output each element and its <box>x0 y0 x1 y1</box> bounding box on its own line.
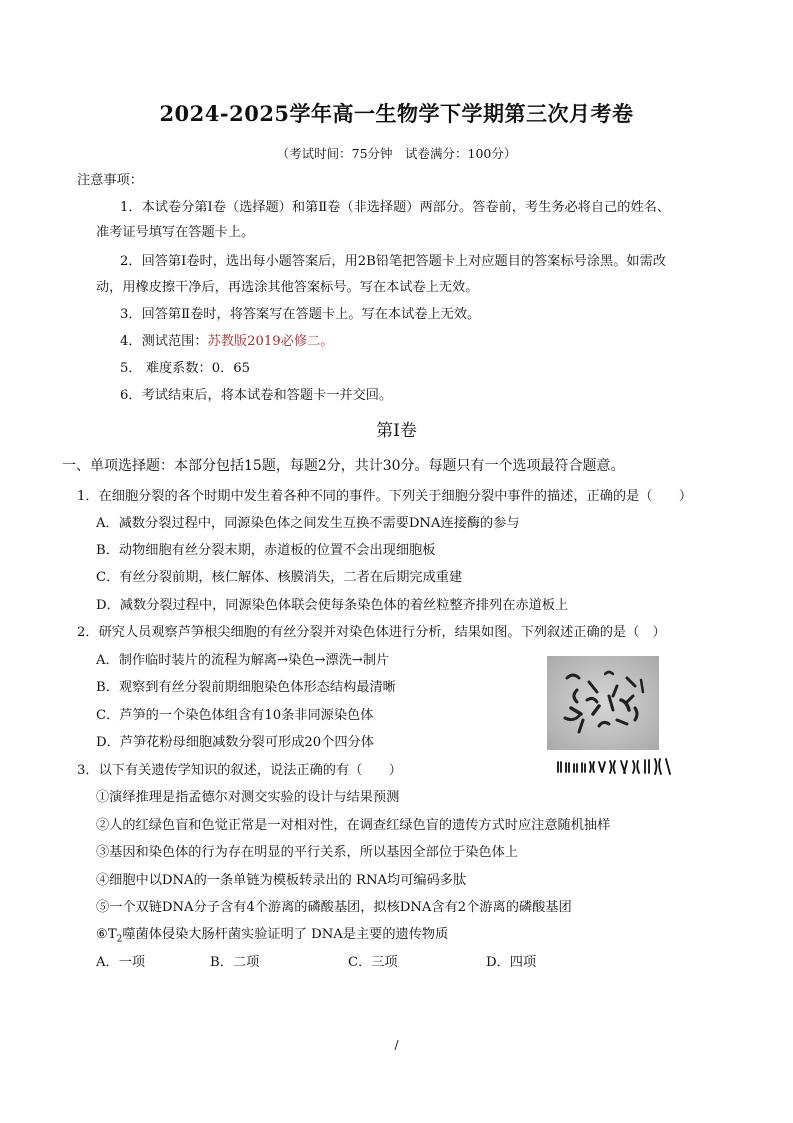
question-1-option-a: A．减数分裂过程中，同源染色体之间发生互换不需要DNA连接酶的参与 <box>96 516 520 531</box>
question-2-option-c: C．芦笋的一个染色体组含有10条非同源染色体 <box>96 708 374 723</box>
notice-heading: 注意事项： <box>77 173 143 188</box>
karyotype-strip <box>555 756 675 778</box>
question-2-stem: 2．研究人员观察芦笋根尖细胞的有丝分裂并对染色体进行分析，结果如图。下列叙述正确的是（ ） <box>77 625 666 640</box>
question-3-option-a: A．一项 <box>96 955 146 970</box>
question-3-option-d: D．四项 <box>486 955 537 970</box>
question-3-statement-5: ⑤一个双链DNA分子含有4个游离的磷酸基团，拟核DNA含有2个游离的磷酸基团 <box>96 900 572 915</box>
question-3-option-c: C．三项 <box>348 955 398 970</box>
page-title: 2024-2025学年高一生物学下学期第三次月考卷 <box>159 101 634 126</box>
chromosome-micrograph <box>547 656 659 750</box>
test-scope: 苏教版2019必修二。 <box>207 334 334 349</box>
statement-6-prefix: ⑥T <box>96 927 117 942</box>
question-2-option-b: B．观察到有丝分裂前期细胞染色体形态结构最清晰 <box>96 680 396 695</box>
section-heading: 一、单项选择题：本部分包括15题，每题2分，共计30分。每题只有一个选项最符合题意。 <box>62 458 625 474</box>
question-1-option-b: B．动物细胞有丝分裂末期，赤道板的位置不会出现细胞板 <box>96 543 436 558</box>
question-1-option-d: D．减数分裂过程中，同源染色体联会使每条染色体的着丝粒整齐排列在赤道板上 <box>96 598 569 613</box>
notice-item-5: 5． 难度系数：0．65 <box>120 361 251 376</box>
question-2-option-d: D．芦笋花粉母细胞减数分裂可形成20个四分体 <box>96 735 374 750</box>
question-3-stem: 3．以下有关遗传学知识的叙述，说法正确的有（ ） <box>77 763 402 778</box>
part-title: 第Ⅰ卷 <box>376 421 417 441</box>
exam-info: （考试时间：75分钟 试卷满分：100分） <box>276 146 517 161</box>
notice-item-4-prefix: 4．测试范围： <box>120 334 208 349</box>
question-3-statement-2: ②人的红绿色盲和色觉正常是一对相对性，在调查红绿色盲的遗传方式时应注意随机抽样 <box>96 818 611 833</box>
statement-6-rest: 噬菌体侵染大肠杆菌实验证明了 DNA是主要的遗传物质 <box>122 927 449 942</box>
question-2-option-a: A．制作临时装片的流程为解离→染色→漂洗→制片 <box>96 653 390 668</box>
question-1-stem: 1．在细胞分裂的各个时期中发生着各种不同的事件。下列关于细胞分裂中事件的描述，正确的是（ ） <box>77 489 693 504</box>
question-3-statement-4: ④细胞中以DNA的一条单链为模板转录出的 RNA均可编码多肽 <box>96 873 467 888</box>
question-3-statement-3: ③基因和染色体的行为存在明显的平行关系，所以基因全部位于染色体上 <box>96 845 518 860</box>
page-footer: / <box>394 1038 399 1052</box>
notice-item-2: 2．回答第Ⅰ卷时，选出每小题答案后，用2B铅笔把答题卡上对应题目的答案标号涂黑。如需改 <box>120 254 666 269</box>
statement-6-subscript: 2 <box>116 934 123 945</box>
notice-item-1-cont: 准考证号填写在答题卡上。 <box>96 225 255 240</box>
notice-item-2-cont: 动，用橡皮擦干净后，再选涂其他答案标号。写在本试卷上无效。 <box>96 280 479 295</box>
question-3-statement-6 <box>96 926 448 949</box>
notice-item-1: 1．本试卷分第Ⅰ卷（选择题）和第Ⅱ卷（非选择题）两部分。答卷前，考生务必将自己的姓名、 <box>120 200 671 215</box>
notice-item-3: 3．回答第Ⅱ卷时，将答案写在答题卡上。写在本试卷上无效。 <box>120 307 481 322</box>
question-3-option-b: B．二项 <box>210 955 260 970</box>
question-3-statement-1: ①演绎推理是指孟德尔对测交实验的设计与结果预测 <box>96 790 400 805</box>
question-1-option-c: C．有丝分裂前期，核仁解体、核膜消失，二者在后期完成重建 <box>96 570 463 585</box>
notice-item-6: 6．考试结束后，将本试卷和答题卡一并交回。 <box>120 388 393 403</box>
notice-item-4 <box>120 333 333 351</box>
